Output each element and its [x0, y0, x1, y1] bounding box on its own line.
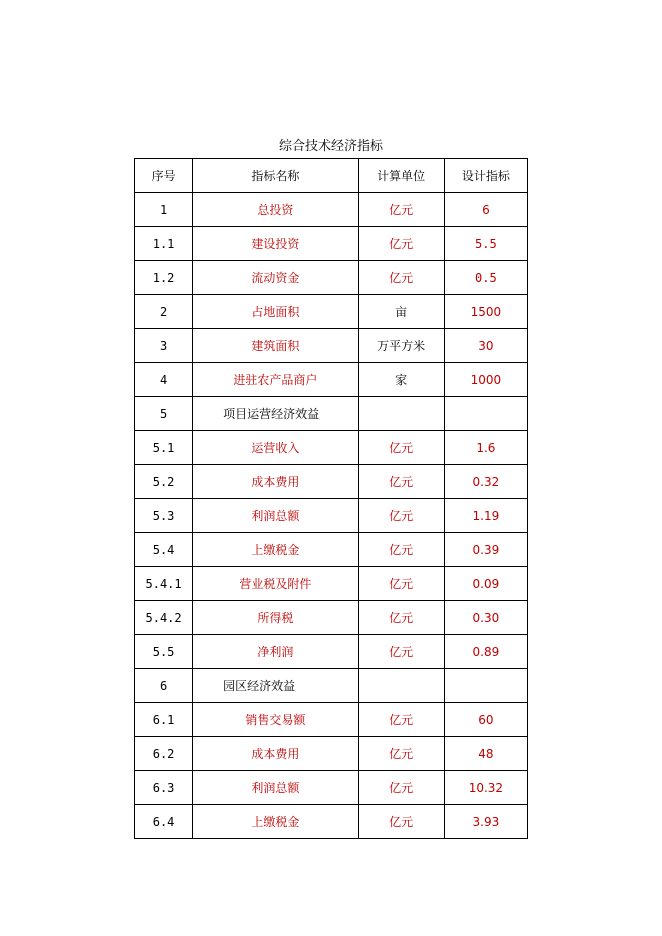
- row-seq: 2: [135, 295, 193, 329]
- row-value: 60: [444, 703, 527, 737]
- table-row: [135, 533, 528, 567]
- table-row: [135, 193, 528, 227]
- table-row: [135, 601, 528, 635]
- row-unit: 亿元: [358, 261, 444, 295]
- row-name: 销售交易额: [193, 703, 358, 737]
- table-row: [135, 805, 528, 839]
- row-value: [444, 397, 527, 431]
- row-unit: 亿元: [358, 703, 444, 737]
- row-name: 成本费用: [193, 465, 358, 499]
- row-unit: 亿元: [358, 499, 444, 533]
- row-unit: 家: [358, 363, 444, 397]
- row-unit: 亿元: [358, 635, 444, 669]
- header-value: 设计指标: [444, 159, 527, 193]
- row-seq: 6.3: [135, 771, 193, 805]
- row-value: 48: [444, 737, 527, 771]
- row-unit: 亿元: [358, 533, 444, 567]
- row-name: 建筑面积: [193, 329, 358, 363]
- row-value: 0.89: [444, 635, 527, 669]
- row-name: 上缴税金: [193, 533, 358, 567]
- row-value: 1.19: [444, 499, 527, 533]
- row-name: 营业税及附件: [193, 567, 358, 601]
- row-unit: 万平方米: [358, 329, 444, 363]
- row-name: 园区经济效益: [193, 669, 358, 703]
- table-row: [135, 771, 528, 805]
- row-seq: 4: [135, 363, 193, 397]
- row-unit: [358, 669, 444, 703]
- table-row: [135, 431, 528, 465]
- row-seq: 1.1: [135, 227, 193, 261]
- header-row: [135, 159, 528, 193]
- table-row: [135, 567, 528, 601]
- row-name: 建设投资: [193, 227, 358, 261]
- row-value: 0.32: [444, 465, 527, 499]
- table-row: [135, 499, 528, 533]
- row-name: 运营收入: [193, 431, 358, 465]
- row-seq: 5.3: [135, 499, 193, 533]
- table-title: 综合技术经济指标: [278, 139, 383, 154]
- row-seq: 5.4.1: [135, 567, 193, 601]
- row-seq: 5.4.2: [135, 601, 193, 635]
- row-value: 6: [444, 193, 527, 227]
- row-name: 利润总额: [193, 771, 358, 805]
- row-unit: 亿元: [358, 771, 444, 805]
- row-value: [444, 669, 527, 703]
- table-row: [135, 397, 528, 431]
- row-unit: 亿元: [358, 227, 444, 261]
- row-seq: 5.1: [135, 431, 193, 465]
- row-seq: 6.4: [135, 805, 193, 839]
- row-seq: 6.1: [135, 703, 193, 737]
- row-name: 成本费用: [193, 737, 358, 771]
- row-unit: 亿元: [358, 193, 444, 227]
- row-seq: 6.2: [135, 737, 193, 771]
- row-value: 1000: [444, 363, 527, 397]
- row-unit: 亿元: [358, 737, 444, 771]
- row-name: 占地面积: [193, 295, 358, 329]
- row-value: 0.5: [444, 261, 527, 295]
- table-row: [135, 227, 528, 261]
- row-name: 所得税: [193, 601, 358, 635]
- row-seq: 5.4: [135, 533, 193, 567]
- row-value: 30: [444, 329, 527, 363]
- row-unit: 亿元: [358, 805, 444, 839]
- row-name: 进驻农产品商户: [193, 363, 358, 397]
- row-unit: [358, 397, 444, 431]
- table-row: [135, 703, 528, 737]
- table-row: [135, 737, 528, 771]
- row-name: 项目运营经济效益: [193, 397, 358, 431]
- table-row: [135, 261, 528, 295]
- row-name: 上缴税金: [193, 805, 358, 839]
- row-name: 利润总额: [193, 499, 358, 533]
- row-unit: 亿元: [358, 567, 444, 601]
- row-seq: 5: [135, 397, 193, 431]
- row-seq: 1.2: [135, 261, 193, 295]
- row-name: 总投资: [193, 193, 358, 227]
- row-unit: 亿元: [358, 431, 444, 465]
- row-seq: 5.5: [135, 635, 193, 669]
- row-value: 0.39: [444, 533, 527, 567]
- table-row: [135, 363, 528, 397]
- table-row: [135, 669, 528, 703]
- row-value: 1.6: [444, 431, 527, 465]
- table-row: [135, 635, 528, 669]
- row-name: 流动资金: [193, 261, 358, 295]
- header-name: 指标名称: [193, 159, 358, 193]
- row-value: 3.93: [444, 805, 527, 839]
- row-seq: 3: [135, 329, 193, 363]
- table-row: [135, 295, 528, 329]
- row-seq: 1: [135, 193, 193, 227]
- table-row: [135, 329, 528, 363]
- row-seq: 6: [135, 669, 193, 703]
- row-value: 5.5: [444, 227, 527, 261]
- header-seq: 序号: [135, 159, 193, 193]
- row-seq: 5.2: [135, 465, 193, 499]
- row-unit: 亿元: [358, 601, 444, 635]
- indicator-table: [134, 158, 528, 839]
- row-value: 0.09: [444, 567, 527, 601]
- row-name: 净利润: [193, 635, 358, 669]
- header-unit: 计算单位: [358, 159, 444, 193]
- row-unit: 亩: [358, 295, 444, 329]
- row-value: 10.32: [444, 771, 527, 805]
- row-value: 0.30: [444, 601, 527, 635]
- row-unit: 亿元: [358, 465, 444, 499]
- row-value: 1500: [444, 295, 527, 329]
- table-row: [135, 465, 528, 499]
